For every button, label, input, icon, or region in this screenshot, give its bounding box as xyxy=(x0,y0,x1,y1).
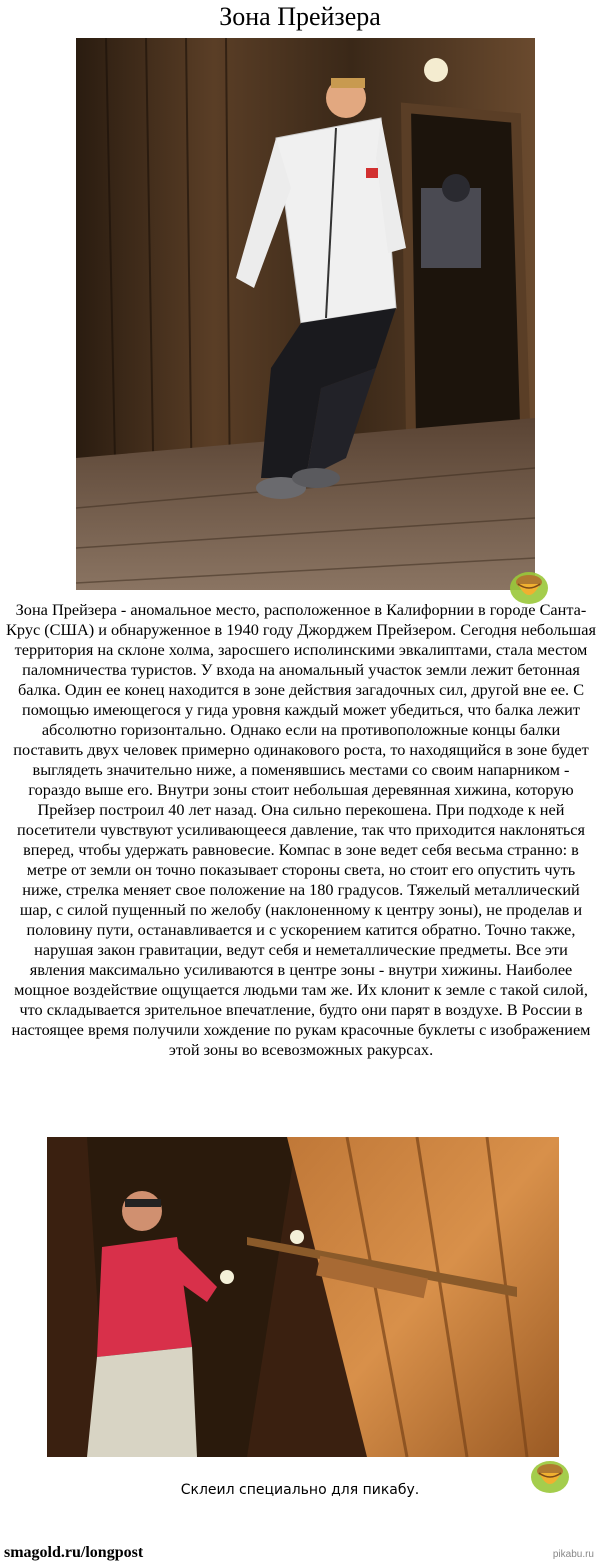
ball-rail-illustration xyxy=(47,1137,559,1457)
watermark: pikabu.ru xyxy=(552,1549,594,1560)
man-leaning-illustration xyxy=(76,38,535,590)
ball-on-tilted-rail-photo xyxy=(47,1137,559,1457)
caption-text: Склеил специально для пикабу. xyxy=(180,1482,420,1498)
article-text: Зона Прейзера - аномальное место, расположенное в Калифорнии в городе Санта-Крус (США) и обнаруженное в 1940 году Джорджем Прейзером. Сегодня небольшая территория на склоне холма, заросшего исполинскими эвкалиптами, стала местом паломничества туристов. У входа на аномальный участок земли лежит бетонная балка. Один ее конец находится в зоне действия загадочных сил, другой вне ее. С помощью имеющегося у гида уровня каждый может убедиться, что балка лежит абсолютно горизонтально. Однако если на противоположные концы балки поставить двух человек примерно одинакового роста, то находящийся в зоне будет выглядеть значительно ниже, а поменявшись местами со своим напарником - гораздо выше его. Внутри зоны стоит небольшая деревянная хижина, которую Прейзер построил 40 лет назад. Она сильно перекошена. При подходе к ней посетители чувствуют усиливающееся давление, так что приходится наклоняться вперед, чтобы удержать равновесие. Компас в зоне ведет себя весьма странно: в метре от земли он точно показывает стороны света, но стоит его опустить чуть ниже, стрелка меняет свое положение на 180 градусов. Тяжелый металлический шар, с силой пущенный по желобу (наклоненному к центру зоны), не проделав и половину пути, останавливается и с ускорением катится обратно. Точно также, нарушая закон гравитации, ведут себя и неметаллические предметы. Все эти явления максимально усиливаются в центре зоны - внутри хижины. Наиболее мощное воздействие ощущается людьми там же. Их клонит к земле с такой силой, что складывается зрительное впечатление, будто они парят в воздухе. В России в настоящее время получили хождение по рукам красочные буклеты с изображением этой зоны во всевозможных ракурсах. xyxy=(6,600,596,1059)
source-link[interactable]: smagold.ru/longpost xyxy=(4,1544,144,1561)
acorn-badge-icon xyxy=(528,1457,572,1495)
page-title: Зона Прейзера xyxy=(219,2,381,31)
man-leaning-photo xyxy=(76,38,535,590)
